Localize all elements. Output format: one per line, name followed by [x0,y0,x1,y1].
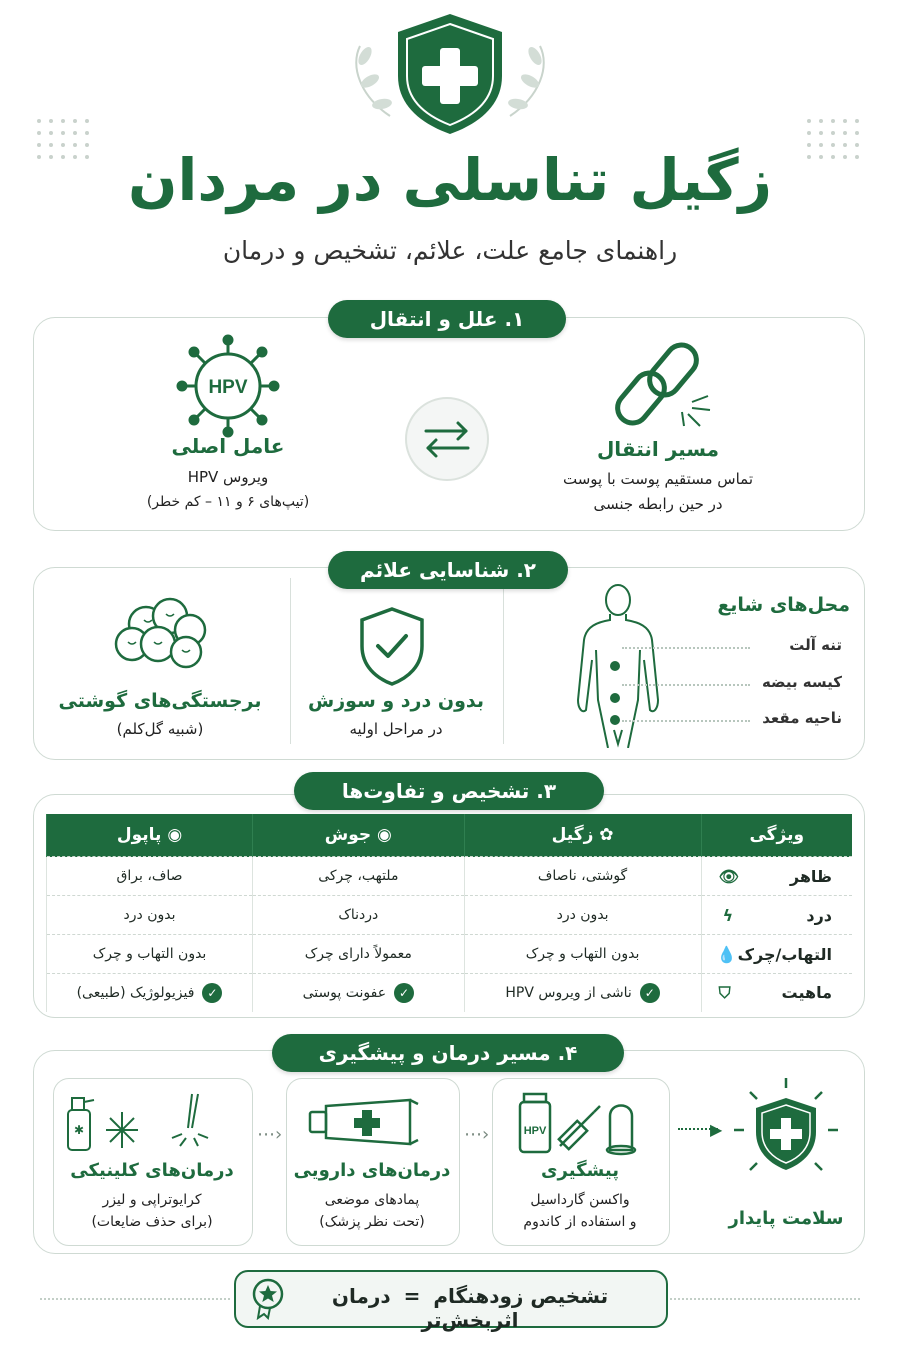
table-header-row [47,814,853,857]
eye-icon: 👁 [718,866,739,886]
transmission-line2: در حین رابطه جنسی [593,495,723,513]
fleshy-bumps-line1: (شبیه گل‌کلم) [116,720,204,738]
prevention-title: پیشگیری [541,1160,619,1181]
footer-right-text: درمان اثربخش‌تر [331,1284,519,1332]
male-body-outline-icon [568,580,668,748]
main-cause-line1: ویروس HPV [187,468,269,486]
prevention-line1: واکسن گارداسیل [530,1192,630,1208]
section-diagnosis-label: ۳. تشخیص و تفاوت‌ها [294,772,604,810]
vial-label: HPV [523,1125,547,1137]
health-title: سلامت پایدار [728,1208,844,1229]
cauliflower-icon [108,596,218,676]
section-symptoms-label: ۲. شناسایی علائم [328,551,568,589]
page-title: زگیل تناسلی در مردان [127,146,773,214]
flow-arrow-icon: ⋯› [257,1124,283,1145]
feature-cell: ماهیت ⛉ [701,974,852,1013]
table-cell: دردناک [253,896,465,935]
leader-line [622,647,750,649]
table-row [47,935,853,974]
page-subtitle: راهنمای جامع علت، علائم، تشخیص و درمان [222,236,678,265]
common-sites-title: محل‌های شایع [717,594,850,616]
prevention-line2: و استفاده از کاندوم [523,1214,637,1230]
fleshy-bumps-title: برجستگی‌های گوشتی [58,690,262,712]
hpv-virus-icon [176,334,280,438]
table-cell: ملتهب، چرکی [253,857,465,896]
table-cell: بدون التهاب و چرک [47,935,253,974]
leader-line [622,720,750,722]
hpv-badge-text: HPV [208,377,248,398]
svg-text:✱: ✱ [73,1123,85,1137]
shield-cross-logo-icon [330,6,570,136]
leader-line [622,684,750,686]
table-cell: ✓فیزیولوژیک (طبیعی) [47,974,253,1013]
feature-cell: ظاهر 👁 [701,857,852,896]
site-label: ناحیه مقعد [762,709,842,727]
ointment-tube-icon [306,1096,436,1152]
flower-icon: ✿ [593,825,614,845]
drug-title: درمان‌های دارویی [293,1160,451,1181]
table-cell: صاف، براق [47,857,253,896]
site-label: کیسه بیضه [761,673,842,691]
table-cell: ✓عفونت پوستی [253,974,465,1013]
chain-link-icon [612,336,722,428]
clinical-line1: کرایوتراپی و لیزر [102,1192,202,1208]
health-shield-icon [730,1074,842,1192]
drops-icon: 💧 [716,944,737,964]
spray-snowflake-laser-icon [62,1090,242,1154]
site-label: تنه آلت [789,636,842,654]
flow-arrow-head-icon: ▶ [710,1120,723,1139]
feature-cell: التهاب/چرک 💧 [701,935,852,974]
footer-left-text: تشخیص زودهنگام [433,1284,609,1308]
dot-circle-icon: ◉ [161,825,183,845]
check-icon: ✓ [202,983,222,1003]
table-header: ◉ پاپول [47,814,253,857]
table-row [47,896,853,935]
table-row [47,974,853,1013]
table-row [47,857,853,896]
table-cell: ✓ناشی از ویروس HPV [464,974,701,1013]
divider [503,578,504,744]
award-badge-icon [248,1276,288,1320]
footer-divider [670,1298,860,1300]
shield-small-icon: ⛉ [718,983,731,1002]
comparison-table [46,814,852,1012]
main-cause-title: عامل اصلی [171,434,285,458]
drug-line2: (تحت نظر پزشک) [319,1214,425,1230]
vaccine-condom-icon [514,1092,654,1156]
flow-arrow-icon: ⋯› [464,1124,490,1145]
exchange-arrows-icon [404,396,490,482]
target-icon: ◉ [371,825,392,845]
clinical-title: درمان‌های کلینیکی [70,1160,234,1181]
table-cell: بدون درد [47,896,253,935]
shield-check-icon [356,606,428,686]
table-cell: بدون التهاب و چرک [464,935,701,974]
footer-equals: = [403,1284,421,1308]
painless-title: بدون درد و سوزش [308,690,484,712]
footer-text [290,1284,650,1332]
check-icon: ✓ [640,983,660,1003]
section-treatment-label: ۴. مسیر درمان و پیشگیری [272,1034,624,1072]
transmission-title: مسیر انتقال [596,437,720,461]
main-cause-line2: (تیپ‌های ۶ و ۱۱ – کم خطر) [146,494,310,510]
check-icon: ✓ [394,983,414,1003]
drug-line1: پمادهای موضعی [324,1192,420,1208]
table-cell: معمولاً دارای چرک [253,935,465,974]
table-header: ویژگی [701,814,852,857]
transmission-line1: تماس مستقیم پوست با پوست [562,470,754,488]
lightning-icon: ϟ [722,905,734,925]
section-causes-label: ۱. علل و انتقال [328,300,566,338]
feature-cell: درد ϟ [701,896,852,935]
table-cell: بدون درد [464,896,701,935]
table-cell: گوشتی، ناصاف [464,857,701,896]
table-header: ◉ جوش [253,814,465,857]
painless-line1: در مراحل اولیه [349,720,443,738]
footer-divider [40,1298,230,1300]
clinical-line2: (برای حذف ضایعات) [91,1214,213,1230]
table-header: ✿ زگیل [464,814,701,857]
